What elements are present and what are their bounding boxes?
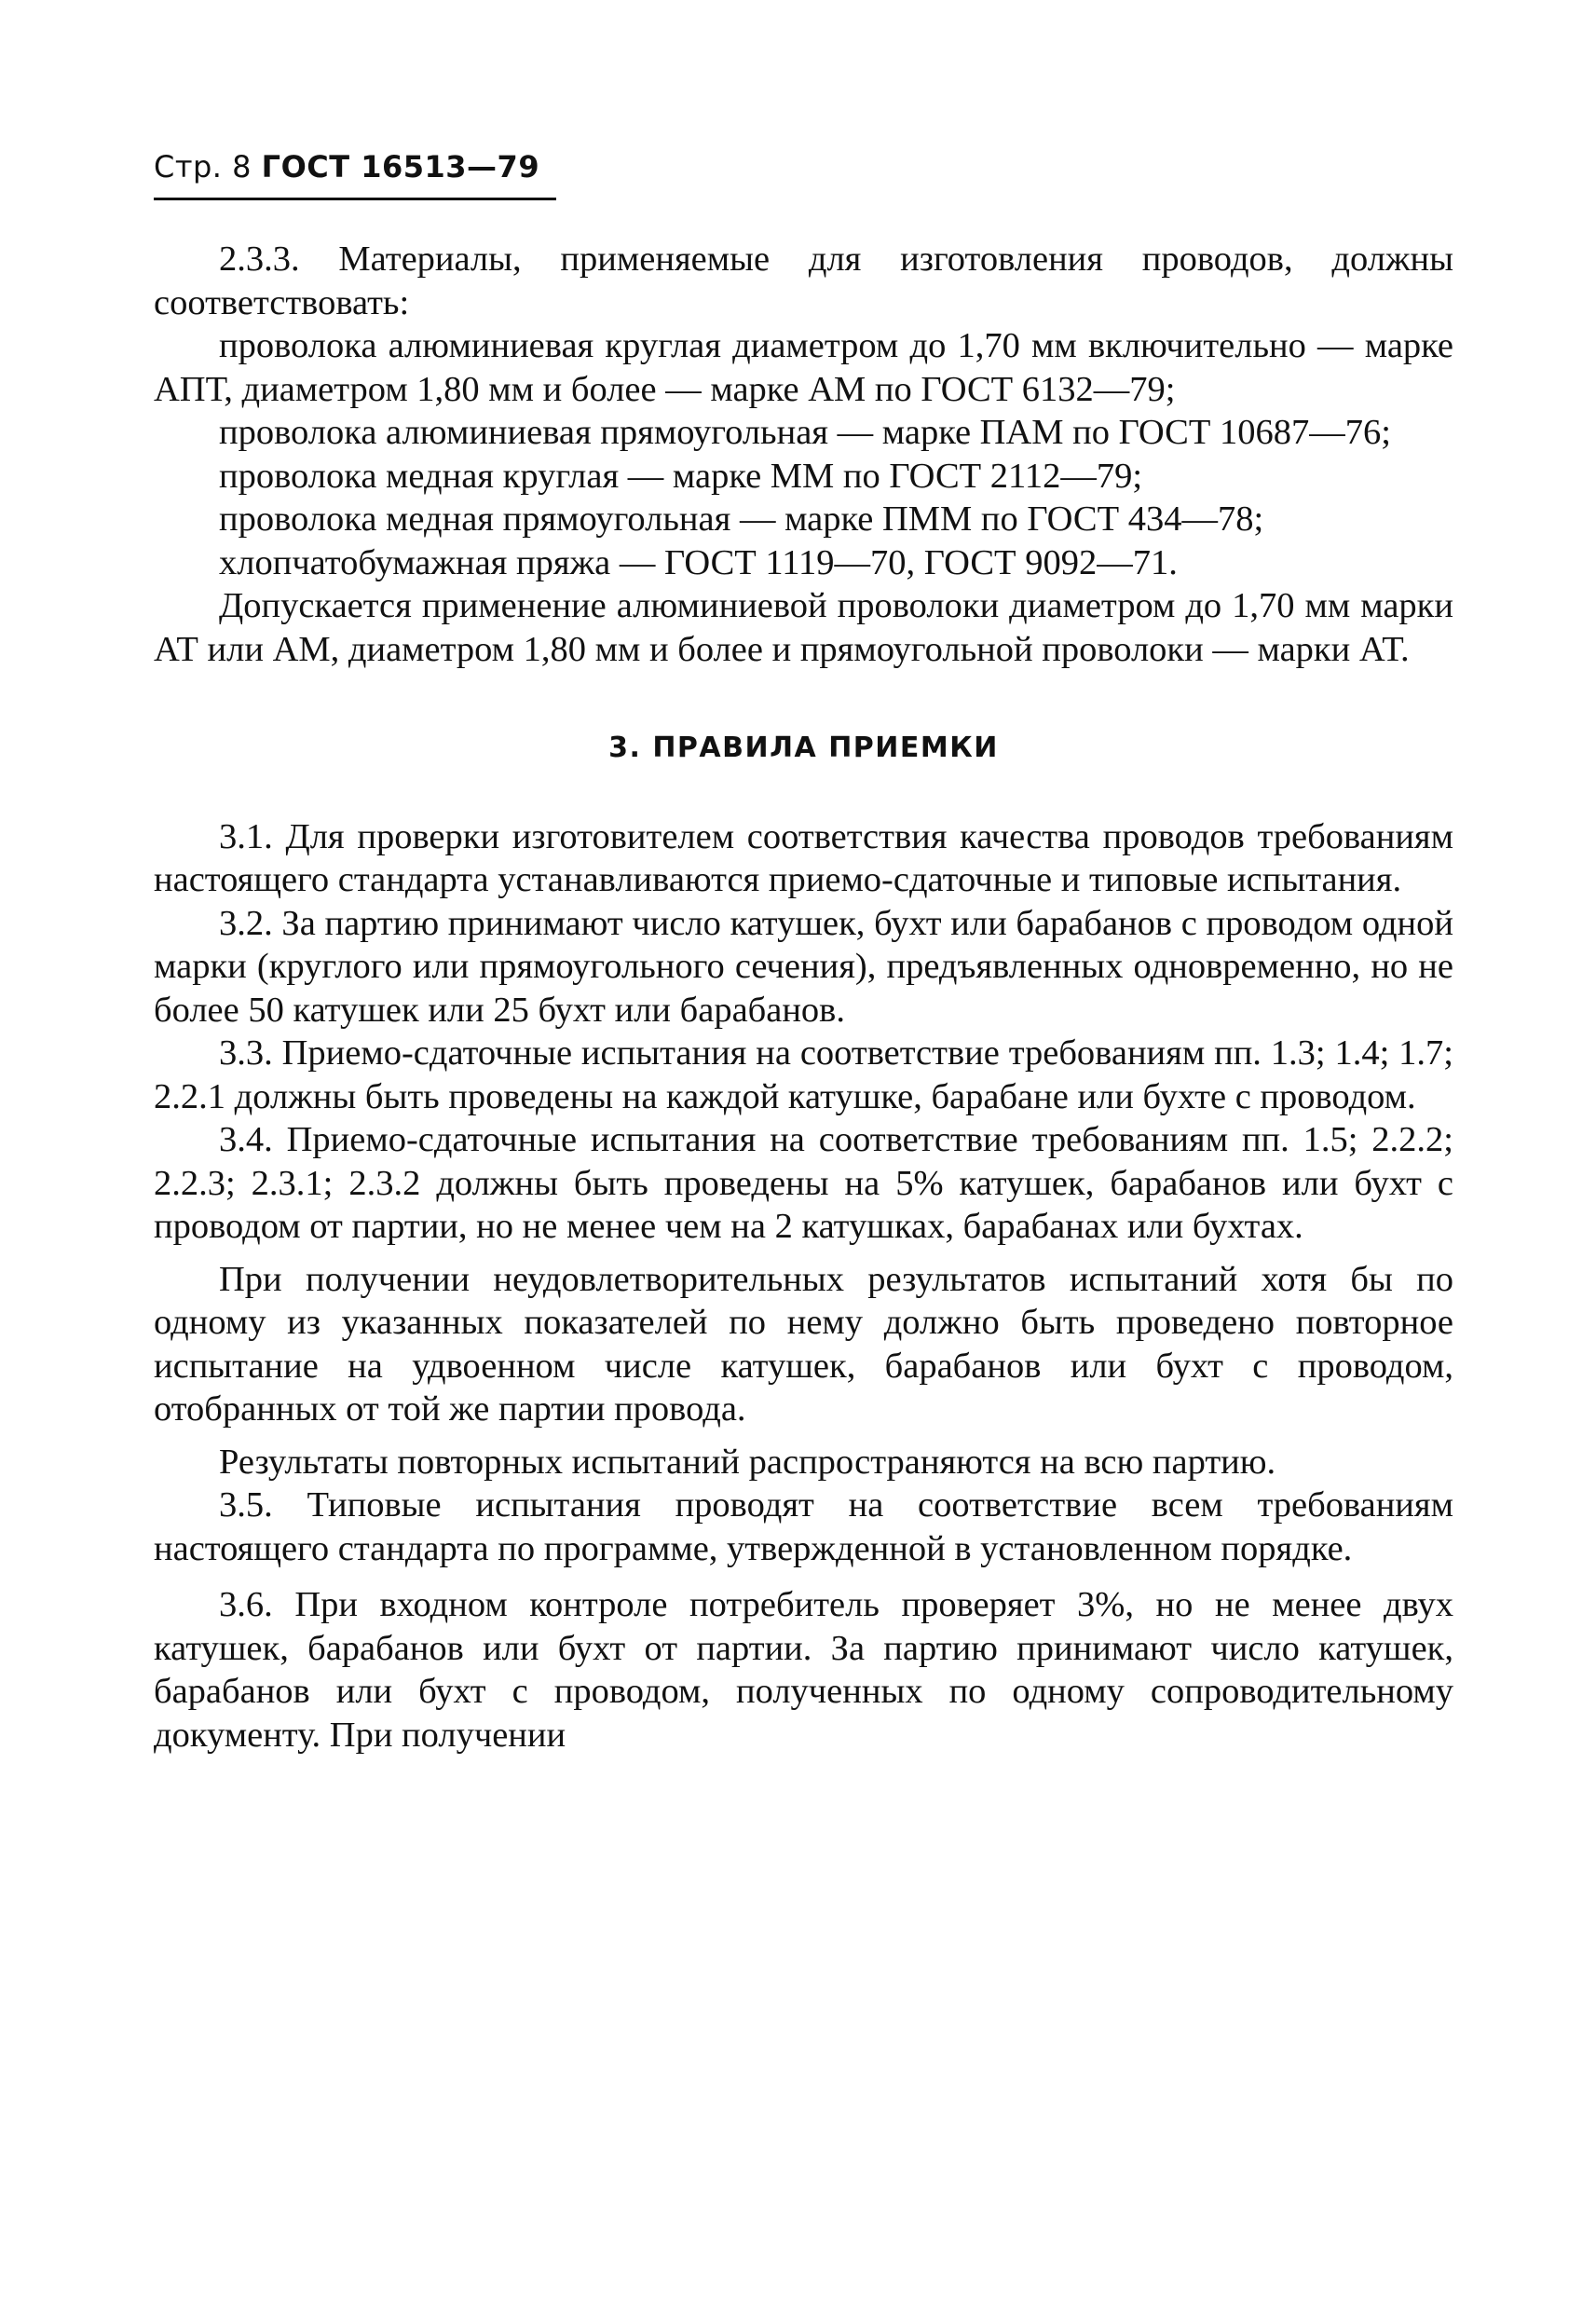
page-label: Стр. 8 xyxy=(154,149,252,185)
clause-3-3: 3.3. Приемо-сдаточные испытания на соответствие требованиям пп. 1.3; 1.4; 1.7; 2.2.1 должны быть проведены на каждой катушке, барабане или бухте с проводом. xyxy=(154,1033,1453,1116)
clause-2-3-3: 2.3.3. Материалы, применяемые для изготовления проводов, должны соответствовать: xyxy=(154,239,1453,322)
page-header xyxy=(154,149,539,185)
list-item-cotton-yarn: хлопчатобумажная пряжа — ГОСТ 1119—70, ГОСТ 9092—71. xyxy=(219,542,1178,582)
header-rule xyxy=(154,198,556,200)
clause-3-6: 3.6. При входном контроле потребитель проверяет 3%, но не менее двух катушек, барабанов или бухт от партии. За партию принимают число катушек, барабанов или бухт с проводом, полученных по одному сопроводительному документу. При получении xyxy=(154,1585,1453,1755)
standard-number: ГОСТ 16513—79 xyxy=(261,149,540,185)
document-body xyxy=(154,238,1453,1757)
list-item-aluminium-round: проволока алюминиевая круглая диаметром до 1,70 мм включительно — марке АПТ, диаметром 1,80 мм и более — марке АМ по ГОСТ 6132—79; xyxy=(154,326,1453,409)
list-item-copper-round: проволока медная круглая — марке ММ по ГОСТ 2112—79; xyxy=(219,456,1143,496)
clause-3-4-result: Результаты повторных испытаний распространяются на всю партию. xyxy=(219,1442,1276,1482)
section-title: 3. ПРАВИЛА ПРИЕМКИ xyxy=(608,732,999,764)
clause-2-3-3-note: Допускается применение алюминиевой проволоки диаметром до 1,70 мм марки АТ или АМ, диаметром 1,80 мм и более и прямоугольной проволоки — марки АТ. xyxy=(154,586,1453,669)
clause-3-4-retest: При получении неудовлетворительных результатов испытаний хотя бы по одному из указанных показателей по нему должно быть проведено повторное испытание на удвоенном числе катушек, барабанов или бухт с проводом, отобранных от той же партии провода. xyxy=(154,1259,1453,1429)
clause-3-4: 3.4. Приемо-сдаточные испытания на соответствие требованиям пп. 1.5; 2.2.2; 2.2.3; 2.3.1; 2.3.2 должны быть проведены на 5% катушек, барабанов или бухт с проводом от партии, но не менее чем на 2 катушках, барабанах или бухтах. xyxy=(154,1120,1453,1246)
clause-3-5: 3.5. Типовые испытания проводят на соответствие всем требованиям настоящего стандарта по программе, утвержденной в установленном порядке. xyxy=(154,1485,1453,1568)
clause-3-2: 3.2. За партию принимают число катушек, бухт или барабанов с проводом одной марки (круглого или прямоугольного сечения), предъявленных одновременно, но не более 50 катушек или 25 бухт или барабанов. xyxy=(154,903,1453,1030)
list-item-copper-rect: проволока медная прямоугольная — марке ПММ по ГОСТ 434—78; xyxy=(219,499,1264,539)
clause-3-1: 3.1. Для проверки изготовителем соответствия качества проводов требованиям настоящего стандарта устанавливаются приемо-сдаточные и типовые испытания. xyxy=(154,816,1453,899)
list-item-aluminium-rect: проволока алюминиевая прямоугольная — марке ПАМ по ГОСТ 10687—76; xyxy=(219,413,1391,452)
